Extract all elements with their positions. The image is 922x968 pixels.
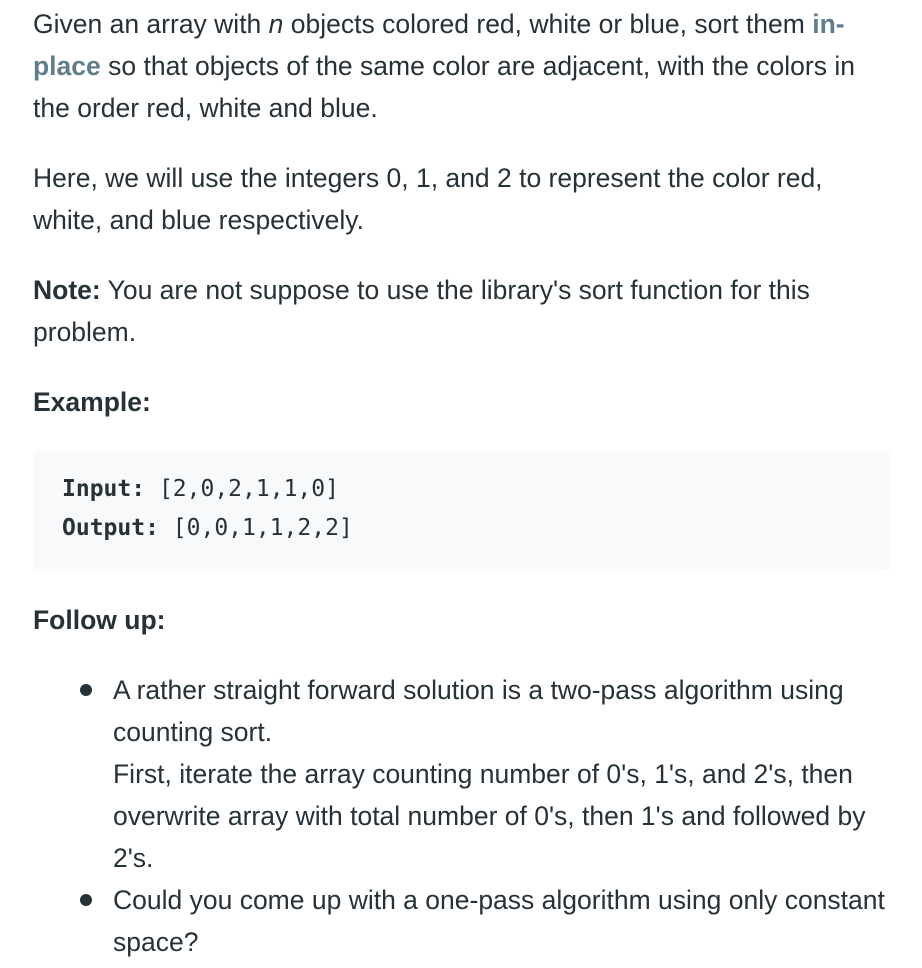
output-value: [0,0,1,1,2,2] <box>158 515 353 541</box>
note-paragraph <box>33 269 890 353</box>
example-input-line <box>62 470 890 509</box>
in-place-link[interactable]: in-place <box>33 9 845 81</box>
list-item-line: A rather straight forward solution is a two-pass algorithm using counting sort. <box>113 675 844 747</box>
follow-up-list <box>33 669 890 963</box>
integer-mapping-paragraph: Here, we will use the integers 0, 1, and 2 to represent the color red, white, and blue respectively. <box>33 163 823 235</box>
n-variable: n <box>268 9 284 39</box>
example-heading: Example: <box>33 387 151 417</box>
intro-text-2: objects colored red, white or blue, sort them <box>283 9 813 39</box>
intro-text-1: Given an array with <box>33 9 269 39</box>
example-code-block <box>33 451 890 571</box>
note-label: Note: <box>33 275 101 305</box>
list-item-line: Could you come up with a one-pass algorithm using only constant space? <box>113 885 885 957</box>
example-output-line <box>62 509 890 548</box>
output-label: Output: <box>62 515 159 541</box>
follow-up-heading: Follow up: <box>33 605 166 635</box>
input-value: [2,0,2,1,1,0] <box>145 476 339 502</box>
list-item <box>113 669 890 879</box>
list-item <box>113 879 890 963</box>
list-item-line: First, iterate the array counting number of 0's, 1's, and 2's, then overwrite array with total number of 0's, then 1's and followed by 2's. <box>113 759 866 873</box>
intro-paragraph <box>33 0 890 129</box>
input-label: Input: <box>62 476 146 502</box>
intro-text-3: so that objects of the same color are adjacent, with the colors in the order red, white and blue. <box>33 51 855 123</box>
note-text: You are not suppose to use the library's sort function for this problem. <box>33 275 810 347</box>
